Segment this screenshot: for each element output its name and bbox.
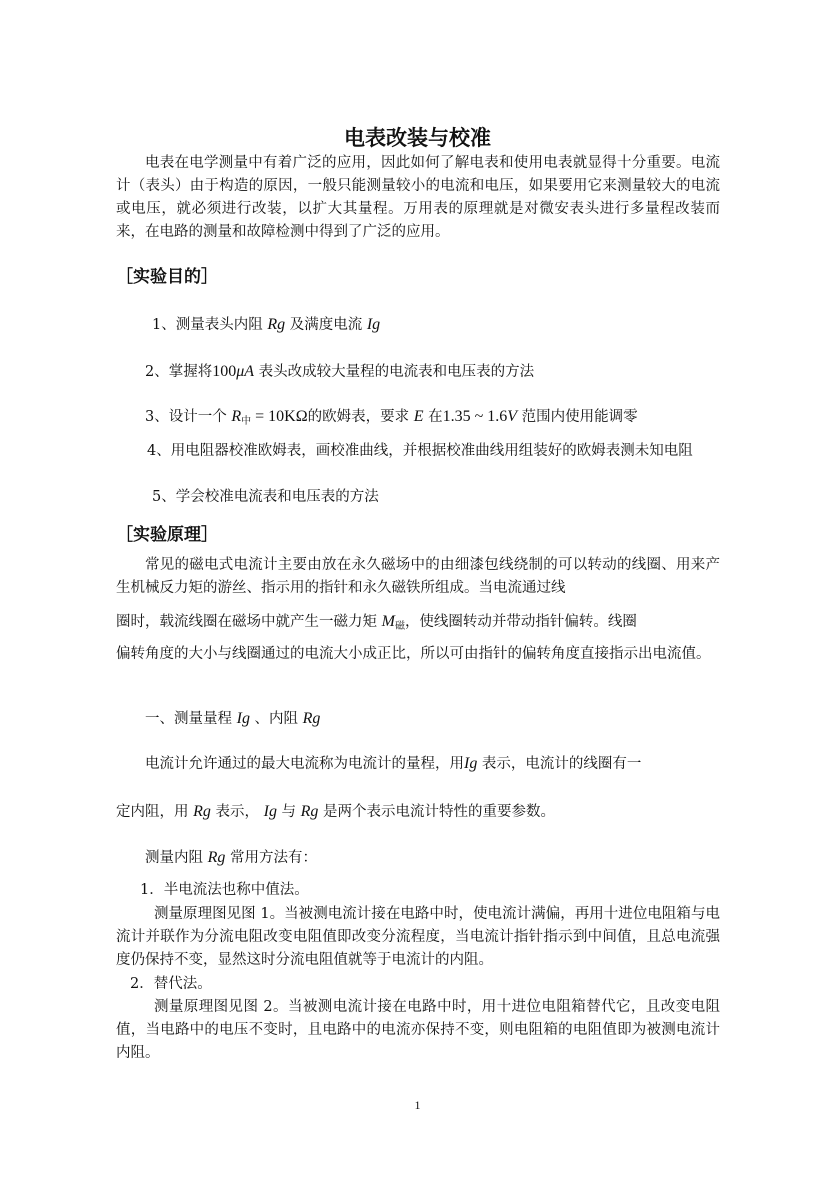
item3-math-v: V [507, 408, 518, 425]
purpose-item-1 [152, 313, 380, 337]
item3-math-e: E [413, 408, 424, 425]
sec1-text-a: 一、测量量程 [145, 711, 237, 727]
item3-text-b: 的欧姆表，要求 [307, 409, 414, 425]
purpose-item-5: 5、学会校准电流表和电压表的方法 [152, 489, 379, 505]
p2a-text-a: 电流计允许通过的最大电流称为电流计的量程，用 [145, 756, 464, 772]
p2b-math-rg2: Rg [300, 803, 319, 820]
item1-text-b: 及满度电流 [285, 317, 367, 333]
p1b-text-a: 圈时，载流线圈在磁场中就产生一磁力矩 [116, 614, 382, 630]
item3-math-r: R [231, 408, 242, 425]
item2-text-a: 2、掌握将 [145, 364, 213, 380]
method-2-text: 测量原理图见图 2。当被测电流计接在电路中时，用十进位电阻箱替代它，且改变电阻值，当电路中的电压不变时，且电路中的电流亦保持不变，则电阻箱的电阻值即为被测电流计内阻。 [116, 999, 720, 1061]
item3-text-d: 范围内使用能调零 [517, 409, 638, 425]
principle-paragraph-2a [145, 752, 641, 776]
p1b-math-m: M [381, 613, 395, 630]
item2-math-unit: μA [236, 363, 255, 380]
purpose-item-2 [145, 360, 534, 384]
principle-paragraph-3 [145, 846, 317, 870]
item1-math-ig: Ig [366, 316, 381, 333]
p2b-text-b: 表示， [210, 804, 264, 820]
sec1-math-rg: Rg [302, 710, 321, 727]
p3-math-rg: Rg [207, 849, 226, 866]
section-1-heading [145, 707, 320, 731]
item2-text-b: 表头改成较大量程的电流表和电压表的方法 [254, 364, 535, 380]
p2b-text-c: 与 [276, 804, 301, 820]
principle-paragraph-1b [116, 610, 637, 638]
p2a-text-b: 表示，电流计的线圈有一 [477, 756, 642, 772]
p2a-math-ig: Ig [464, 755, 478, 772]
sec1-text-b: 、内阻 [249, 711, 303, 727]
p2b-math-ig: Ig [263, 803, 277, 820]
item1-text-a: 1、测量表头内阻 [152, 317, 268, 333]
principle-paragraph-1c: 偏转角度的大小与线圈通过的电流大小成正比，所以可由指针的偏转角度直接指示出电流值。 [116, 646, 711, 662]
item2-num: 100 [212, 363, 237, 380]
p3-text-b: 常用方法有： [225, 850, 317, 866]
purpose-item-3 [145, 405, 638, 433]
principle-paragraph-1a: 常见的磁电式电流计主要由放在永久磁场中的由细漆包线绕制的可以转动的线圈、用来产生机械反力矩的游丝、指示用的指针和永久磁铁所组成。当电流通过线 [116, 557, 720, 596]
p3-text-a: 测量内阻 [145, 850, 208, 866]
document-title: 电表改装与校准 [344, 126, 491, 150]
p2b-math-rg: Rg [193, 803, 211, 820]
method-1-title: 1．半电流法也称中值法。 [140, 882, 309, 898]
item3-subscript: 中 [241, 416, 252, 427]
item3-text-a: 3、设计一个 [145, 409, 232, 425]
p1b-subscript: 磁 [394, 621, 405, 632]
item3-num-resistance: = 10KΩ [251, 408, 308, 425]
p2b-text-d: 是两个表示电流计特性的重要参数。 [318, 804, 556, 820]
purpose-heading: ［实验目的］ [116, 267, 218, 287]
purpose-item-4: 4、用电阻器校准欧姆表，画校准曲线，并根据校准曲线用组装好的欧姆表测未知电阻 [147, 443, 693, 459]
page-number: 1 [414, 1098, 421, 1112]
sec1-math-ig: Ig [236, 710, 250, 727]
item1-math-rg: Rg [267, 316, 286, 333]
p1b-text-b: ，使线圈转动并带动指针偏转。线圈 [404, 614, 637, 630]
principle-heading: ［实验原理］ [116, 525, 218, 545]
method-1-text: 测量原理图见图 1。当被测电流计接在电路中时，使电流计满偏，再用十进位电阻箱与电流计并联作为分流电阻改变电阻值即改变分流程度，当电流计指针指示到中间值，且总电流强度仍保持不变，显然这时分流电阻值就等于电流计的内阻。 [116, 906, 720, 968]
method-2-title: 2．替代法。 [130, 976, 212, 992]
principle-paragraph-2b [116, 800, 555, 824]
item3-text-c: 在 [423, 409, 443, 425]
p2b-text-a: 定内阻，用 [116, 804, 194, 820]
item3-num-range: 1.35 ~ 1.6 [442, 408, 508, 425]
intro-paragraph: 电表在电学测量中有着广泛的应用，因此如何了解电表和使用电表就显得十分重要。电流计（表头）由于构造的原因，一般只能测量较小的电流和电压，如果要用它来测量较大的电流或电压，就必须进行改装，以扩大其量程。万用表的原理就是对微安表头进行多量程改装而来，在电路的测量和故障检测中得到了广泛的应用。 [116, 155, 720, 240]
